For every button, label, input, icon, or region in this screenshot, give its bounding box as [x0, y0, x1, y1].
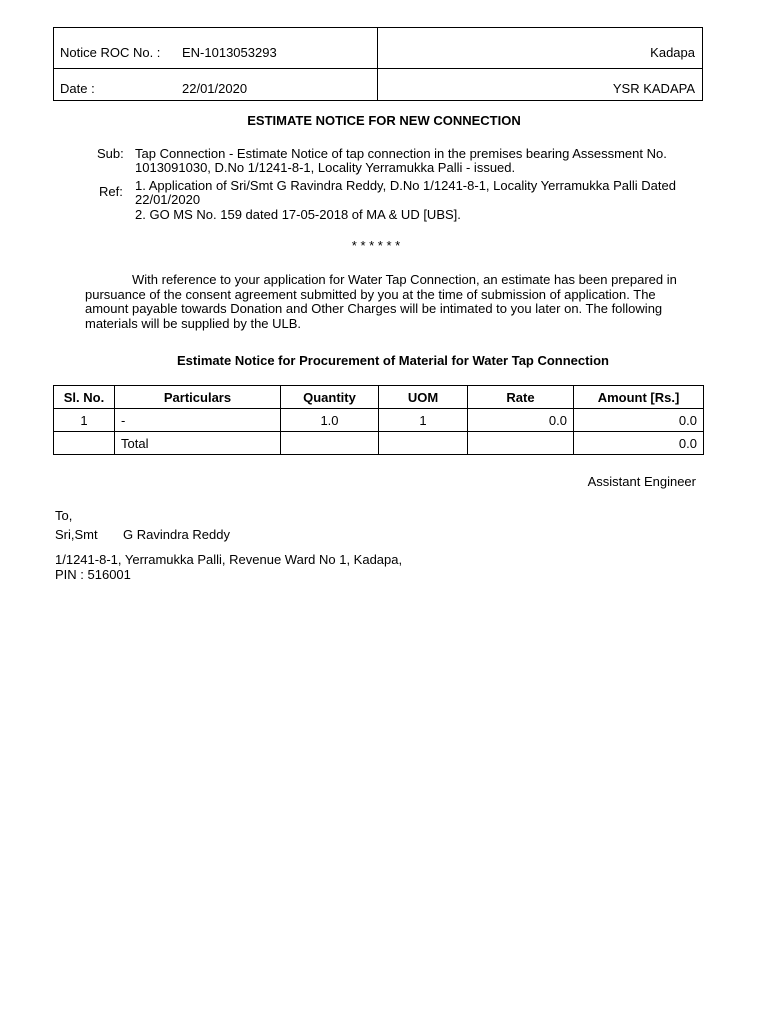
total-amount: 0.0 — [574, 432, 704, 455]
cell-empty — [468, 432, 574, 455]
table-total-row — [54, 432, 704, 455]
total-label: Total — [115, 432, 281, 455]
header-quantity: Quantity — [281, 386, 379, 409]
subject-line-1: Tap Connection - Estimate Notice of tap connection in the premises bearing Assessment No. — [135, 146, 667, 161]
header-divider-vertical — [377, 28, 378, 100]
signatory: Assistant Engineer — [587, 474, 696, 489]
separator-stars: * * * * * * — [351, 238, 401, 253]
date-value: 22/01/2020 — [182, 81, 248, 96]
address-salutation: Sri,Smt — [55, 527, 98, 542]
header-box — [53, 27, 703, 101]
address-pin: PIN : 516001 — [55, 567, 131, 582]
cell-empty — [379, 432, 468, 455]
document-title: ESTIMATE NOTICE FOR NEW CONNECTION — [247, 113, 521, 128]
header-divider-horizontal — [54, 68, 702, 69]
address-name: G Ravindra Reddy — [123, 527, 230, 542]
cell-uom: 1 — [379, 409, 468, 432]
subject-label: Sub: — [97, 146, 124, 161]
reference-label: Ref: — [99, 184, 123, 199]
cell-sl-no: 1 — [54, 409, 115, 432]
header-amount: Amount [Rs.] — [574, 386, 704, 409]
table-header-row — [54, 386, 704, 409]
cell-amount: 0.0 — [574, 409, 704, 432]
reference-line-3: 2. GO MS No. 159 dated 17-05-2018 of MA & UD [UBS]. — [135, 207, 461, 222]
header-particulars: Particulars — [115, 386, 281, 409]
header-sl-no: Sl. No. — [54, 386, 115, 409]
cell-particulars: - — [115, 409, 281, 432]
city-name: Kadapa — [650, 45, 695, 60]
address-to: To, — [55, 508, 73, 523]
cell-empty — [281, 432, 379, 455]
notice-number: EN-1013053293 — [182, 45, 277, 60]
reference-line-2: 22/01/2020 — [135, 192, 201, 207]
address-line-1: 1/1241-8-1, Yerramukka Palli, Revenue Ward No 1, Kadapa, — [55, 552, 403, 567]
header-rate: Rate — [468, 386, 574, 409]
district-name: YSR KADAPA — [612, 81, 695, 96]
cell-empty — [54, 432, 115, 455]
notice-label: Notice ROC No. : — [60, 45, 161, 60]
reference-line-1: 1. Application of Sri/Smt G Ravindra Reddy, D.No 1/1241-8-1, Locality Yerramukka Palli Dated — [135, 178, 676, 193]
body-paragraph: With reference to your application for Water Tap Connection, an estimate has been prepared in pursuance of the consent agreement submitted by you at the time of submission of application. The amount payable towards Donation and Other Charges will be intimated to you later on. The following materials will be supplied by the ULB. — [85, 272, 677, 331]
cell-quantity: 1.0 — [281, 409, 379, 432]
estimate-table — [53, 385, 704, 455]
table-title: Estimate Notice for Procurement of Material for Water Tap Connection — [177, 353, 609, 368]
table-row — [54, 409, 704, 432]
subject-line-2: 1013091030, D.No 1/1241-8-1, Locality Yerramukka Palli - issued. — [135, 160, 516, 175]
date-label: Date : — [60, 81, 95, 96]
header-uom: UOM — [379, 386, 468, 409]
cell-rate: 0.0 — [468, 409, 574, 432]
